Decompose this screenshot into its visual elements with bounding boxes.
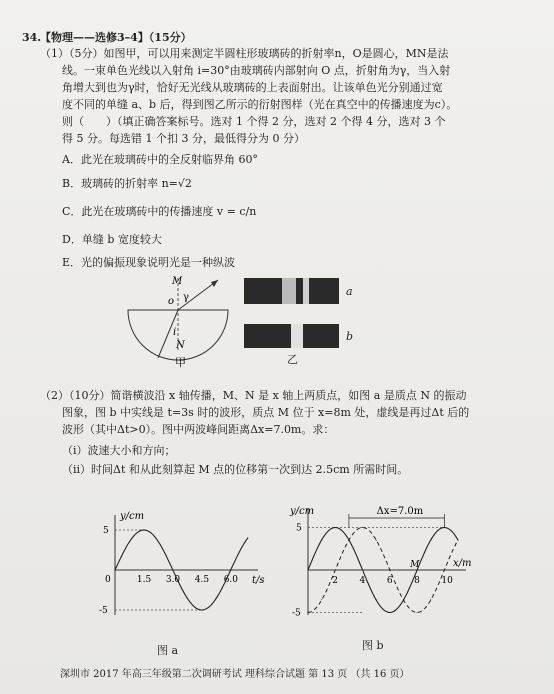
chart-b bbox=[283, 500, 473, 630]
x-tick-label: 4.5 bbox=[194, 575, 210, 585]
pattern-a-label: a bbox=[346, 285, 353, 298]
point-m-label: M bbox=[410, 560, 420, 570]
data-point bbox=[201, 609, 202, 610]
data-point bbox=[403, 599, 404, 600]
data-point bbox=[348, 540, 349, 541]
option-d: D．单缝 b 宽度较大 bbox=[62, 233, 162, 246]
x-tick-label: 10 bbox=[441, 576, 453, 586]
data-point bbox=[458, 540, 459, 541]
data-point bbox=[417, 612, 418, 613]
part1-line: 线。一束单色光线以入射角 i=30°由玻璃砖内部射向 O 点，折射角为γ，当入射 bbox=[62, 64, 451, 77]
y-tick-label: 5 bbox=[103, 526, 109, 536]
x-tick-label: 1.5 bbox=[136, 575, 152, 585]
data-point bbox=[430, 599, 431, 600]
x-tick-label: 8 bbox=[414, 576, 420, 586]
data-point bbox=[216, 597, 217, 598]
y-axis-label: y/cm bbox=[120, 511, 145, 522]
label-m: M bbox=[172, 276, 183, 287]
part2-line: 波形（其中Δt>0）。图中两波峰间距离Δx=7.0m。求： bbox=[62, 423, 335, 436]
x-axis-label: x/m bbox=[453, 558, 472, 569]
data-point bbox=[376, 599, 377, 600]
option-e: E．光的偏振现象说明光是一种纵波 bbox=[62, 256, 236, 269]
option-a: A．此光在玻璃砖中的全反射临界角 60° bbox=[62, 153, 258, 166]
question-title: 【物理——选修3–4】（15分） bbox=[40, 31, 192, 44]
y-axis-label: y/cm bbox=[290, 506, 315, 517]
x-tick-label: 6.0 bbox=[223, 575, 239, 585]
data-point bbox=[172, 569, 173, 570]
x-tick-label: 0 bbox=[105, 575, 111, 585]
x-tick-label: 4 bbox=[359, 576, 366, 586]
ray-arrow-icon bbox=[211, 280, 218, 287]
y-tick-label: 5 bbox=[296, 523, 302, 534]
data-point bbox=[187, 597, 188, 598]
data-point bbox=[362, 527, 363, 528]
pattern-b-label: b bbox=[346, 330, 354, 343]
delta-x-label: Δx=7.0m bbox=[376, 506, 424, 517]
figure-yi-label: 乙 bbox=[287, 353, 298, 366]
data-point bbox=[389, 612, 390, 613]
x-tick-label: 6 bbox=[386, 576, 393, 586]
figure-jia-label: 甲 bbox=[175, 356, 186, 369]
figure-jia bbox=[118, 270, 238, 370]
data-point bbox=[362, 570, 363, 571]
label-o: o bbox=[168, 296, 175, 307]
part2-line: 图象，图 b 中实线是 t=3s 时的波形，质点 M 位于 x=8m 处，虚线是再过Δt 后的 bbox=[62, 406, 470, 419]
x-axis-label: t/s bbox=[252, 575, 265, 586]
part2-line: （i）波速大小和方向； bbox=[62, 444, 176, 457]
data-point bbox=[321, 599, 322, 600]
part1-line: 得 5 分。每选错 1 个扣 3 分，最低得分为 0 分） bbox=[62, 132, 305, 145]
data-point bbox=[335, 570, 336, 571]
part1-line: 则（ ）（填正确答案标号。选对 1 个得 2 分，选对 2 个得 4 分，选对 3 个 bbox=[62, 115, 446, 128]
data-point bbox=[230, 569, 231, 570]
question-number: 34. bbox=[22, 31, 42, 44]
data-point bbox=[430, 540, 431, 541]
data-point bbox=[389, 570, 390, 571]
chart-b-caption: 图 b bbox=[362, 639, 384, 652]
data-point bbox=[444, 570, 445, 571]
data-point bbox=[114, 569, 115, 570]
data-point bbox=[158, 541, 159, 542]
data-point bbox=[308, 570, 309, 571]
data-point bbox=[308, 612, 309, 613]
part2-line: （ii）时间Δt 和从此刻算起 M 点的位移第一次到达 2.5cm 所需时间。 bbox=[62, 463, 409, 476]
option-c: C．此光在玻璃砖中的传播速度 v = c/n bbox=[62, 205, 257, 218]
option-b: B．玻璃砖的折射率 n=√2 bbox=[62, 177, 192, 190]
data-point bbox=[143, 529, 144, 530]
data-point bbox=[321, 540, 322, 541]
part1-line: 角增大到也为γ时，恰好无光线从玻璃砖的上表面射出。让该单色光分别通过宽 bbox=[62, 81, 443, 94]
part1-line: 度不同的单缝 a、b 后，得到图乙所示的衍射图样（光在真空中的传播速度为c）。 bbox=[62, 98, 458, 111]
chart-a-caption: 图 a bbox=[157, 644, 179, 657]
x-tick-label: 3.0 bbox=[165, 575, 181, 585]
label-n: N bbox=[176, 340, 185, 351]
y-tick-label: -5 bbox=[99, 606, 108, 616]
label-i: i bbox=[173, 327, 177, 338]
data-point bbox=[335, 527, 336, 528]
part2-line: （2）（10分）简谐横波沿 x 轴传播，M、N 是 x 轴上两质点，如图 a 是质点 N 的振动 bbox=[40, 389, 467, 402]
data-point bbox=[245, 541, 246, 542]
chart-a bbox=[95, 505, 265, 635]
page-footer: 深圳市 2017 年高三年级第二次调研考试 理科综合试题 第 13 页 （共 16 页） bbox=[60, 669, 410, 680]
data-point bbox=[376, 540, 377, 541]
data-point bbox=[129, 541, 130, 542]
label-gamma: γ bbox=[183, 292, 189, 303]
part1-line: （1）（5分）如图甲，可以用来测定半圆柱形玻璃砖的折射率n，O是圆心，MN是法 bbox=[40, 47, 449, 60]
y-tick-label: -5 bbox=[292, 608, 301, 619]
x-tick-label: 2 bbox=[332, 576, 339, 586]
